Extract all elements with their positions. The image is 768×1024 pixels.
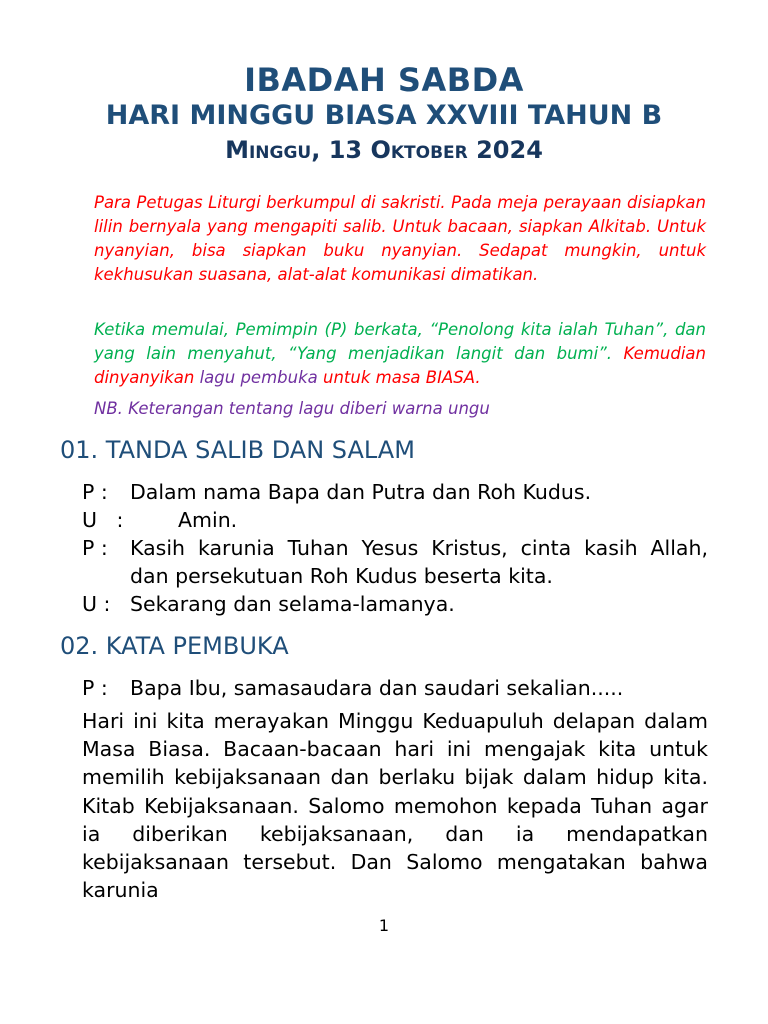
service-date: Minggu, 13 Oktober 2024 bbox=[225, 136, 543, 164]
rubric-opening-green: Ketika memulai, Pemimpin (P) berkata, “Penolong kita ialah Tuhan”, dan yang lain menyahut, “Yang menjadikan langit dan bumi”. bbox=[94, 320, 706, 363]
opening-paragraph: Hari ini kita merayakan Minggu Keduapuluh delapan dalam Masa Biasa. Bacaan-bacaan hari ini mengajak kita untuk memilih kebijaksanaan dan berlaku bijak dalam hidup kita. Kitab Kebijaksanaan. Salomo memohon kepada Tuhan agar ia diberikan kebijaksanaan, dan ia mendapatkan kebijaksanaan tersebut. Dan Salomo mengatakan bahwa karunia bbox=[82, 709, 708, 903]
page-subtitle: HARI MINGGU BIASA XXVIII TAHUN B bbox=[105, 100, 663, 131]
rubric-opening-red-2: untuk masa BIASA. bbox=[317, 368, 481, 387]
title-block bbox=[0, 60, 768, 168]
dialogue-text: Sekarang dan selama-lamanya. bbox=[130, 592, 455, 616]
dialogue-text: Kasih karunia Tuhan Yesus Kristus, cinta kasih Allah, dan persekutuan Roh Kudus beserta kita. bbox=[130, 536, 708, 588]
rubric-intro: Para Petugas Liturgi berkumpul di sakristi. Pada meja perayaan disiapkan lilin bernyala yang mengapiti salib. Untuk bacaan, siapkan Alkitab. Untuk nyanyian, bisa siapkan buku nyanyian. Sedapat mungkin, untuk kekhusukan suasana, alat-alat komunikasi dimatikan. bbox=[94, 193, 706, 284]
dialogue-line bbox=[82, 590, 708, 618]
rubric-opening bbox=[94, 318, 706, 390]
speaker-label: P : bbox=[82, 536, 108, 560]
page-number: 1 bbox=[378, 916, 390, 935]
speaker-label: U : bbox=[82, 508, 124, 532]
rubric-opening-red-1: Kemudian dinyanyikan bbox=[94, 344, 706, 387]
dialogue-line bbox=[82, 674, 708, 702]
dialogue-text: Bapa Ibu, samasaudara dan saudari sekalian..... bbox=[130, 676, 624, 700]
page-title: IBADAH SABDA bbox=[244, 61, 524, 99]
dialogue-line bbox=[82, 506, 708, 534]
dialogue-text: Amin. bbox=[178, 508, 238, 532]
speaker-label: U : bbox=[82, 592, 111, 616]
section-heading-2: 02. KATA PEMBUKA bbox=[60, 632, 289, 660]
speaker-label: P : bbox=[82, 480, 108, 504]
dialogue-text: Dalam nama Bapa dan Putra dan Roh Kudus. bbox=[130, 480, 592, 504]
section-heading-1: 01. TANDA SALIB DAN SALAM bbox=[60, 436, 415, 464]
speaker-label: P : bbox=[82, 676, 108, 700]
rubric-note: NB. Keterangan tentang lagu diberi warna ungu bbox=[94, 399, 490, 418]
dialogue-line bbox=[82, 478, 708, 506]
rubric-opening-purple: lagu pembuka bbox=[199, 368, 318, 387]
dialogue-line bbox=[82, 534, 708, 590]
